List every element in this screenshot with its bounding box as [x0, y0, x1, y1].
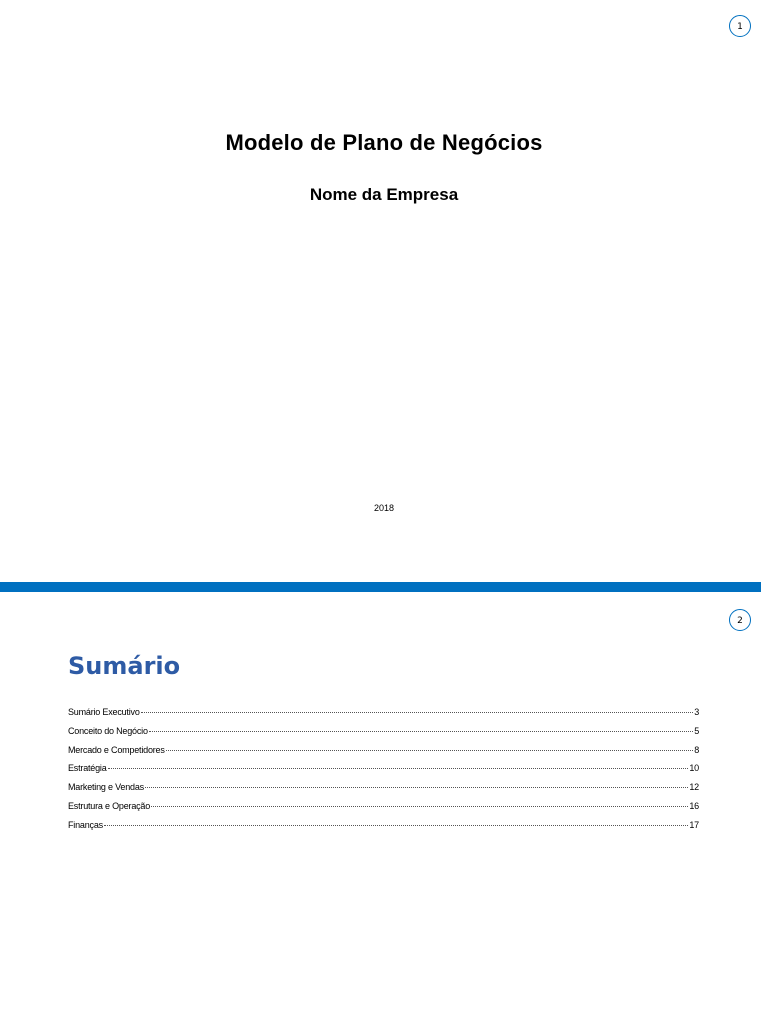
toc-entry-label[interactable]: Mercado e Competidores: [68, 744, 165, 755]
toc-entry[interactable]: [68, 801, 699, 820]
toc-entry[interactable]: [68, 745, 699, 764]
company-name: Nome da Empresa: [309, 185, 459, 204]
toc-leader-dots: [151, 806, 688, 807]
page-number-badge: 2: [729, 609, 751, 631]
toc-entry-page[interactable]: 17: [689, 819, 699, 830]
toc-entry-page[interactable]: 8: [694, 744, 699, 755]
table-of-contents: [68, 707, 699, 839]
toc-leader-dots: [108, 768, 689, 769]
toc-leader-dots: [149, 731, 693, 732]
toc-entry-label[interactable]: Estratégia: [68, 763, 107, 774]
toc-entry[interactable]: [68, 820, 699, 839]
toc-entry-page[interactable]: 16: [689, 800, 699, 811]
toc-entry[interactable]: [68, 726, 699, 745]
document-title: Modelo de Plano de Negócios: [225, 130, 543, 155]
toc-leader-dots: [166, 750, 694, 751]
toc-entry-label[interactable]: Sumário Executivo: [68, 707, 140, 717]
toc-heading: Sumário: [68, 652, 181, 680]
page-divider: [0, 582, 761, 592]
toc-entry-page[interactable]: 10: [689, 763, 699, 774]
toc-leader-dots: [145, 787, 688, 788]
toc-leader-dots: [104, 825, 688, 826]
toc-entry-label[interactable]: Conceito do Negócio: [68, 725, 148, 736]
toc-page: [0, 592, 761, 1024]
toc-entry[interactable]: [68, 782, 699, 801]
toc-leader-dots: [141, 712, 694, 713]
toc-entry-page[interactable]: 3: [694, 707, 699, 717]
toc-entry[interactable]: [68, 763, 699, 782]
toc-entry-label[interactable]: Estrutura e Operação: [68, 800, 151, 811]
page-number-badge: 1: [729, 15, 751, 37]
document-year: 2018: [373, 503, 395, 513]
toc-entry-label[interactable]: Marketing e Vendas: [68, 782, 144, 793]
toc-entry-page[interactable]: 12: [689, 782, 699, 793]
toc-entry-label[interactable]: Finanças: [68, 819, 103, 830]
toc-entry[interactable]: [68, 707, 699, 726]
toc-entry-page[interactable]: 5: [694, 725, 699, 736]
